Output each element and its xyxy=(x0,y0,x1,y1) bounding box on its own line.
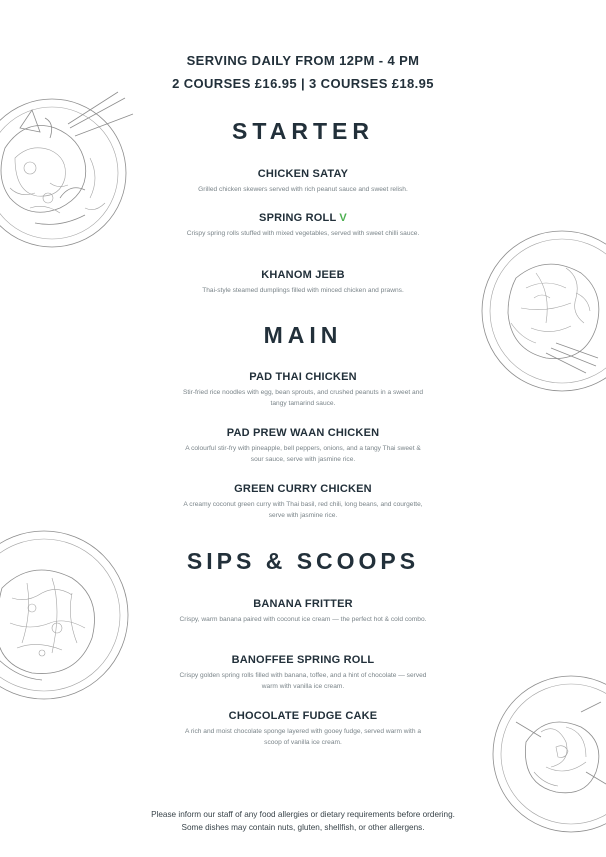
menu-item xyxy=(178,708,428,748)
section-title-main: MAIN xyxy=(263,322,343,348)
serving-hours: SERVING DAILY FROM 12PM - 4 PM xyxy=(186,53,420,68)
menu-item xyxy=(178,210,428,239)
item-description: Crispy golden spring rolls filled with banana, toffee, and a hint of chocolate — served warm with vanilla ice cream. xyxy=(179,672,427,690)
item-description: A rich and moist chocolate sponge layered with gooey fudge, served warm with a scoop of vanilla ice cream. xyxy=(184,728,422,746)
menu-item xyxy=(178,425,428,465)
item-name: GREEN CURRY CHICKEN xyxy=(234,483,372,495)
item-description: Stir-fried rice noodles with egg, bean sprouts, and crushed peanuts in a sweet and tangy tamarind sauce. xyxy=(182,389,424,407)
allergy-notice-line-1: Please inform our staff of any food allergies or dietary requirements before ordering. xyxy=(151,810,455,819)
course-prices: 2 COURSES £16.95 | 3 COURSES £18.95 xyxy=(172,76,434,91)
section-title-starter: STARTER xyxy=(232,118,374,144)
menu-item xyxy=(178,166,428,195)
item-name: CHICKEN SATAY xyxy=(257,168,349,180)
menu-item xyxy=(178,481,428,521)
allergy-notice xyxy=(0,808,606,834)
item-name-row xyxy=(178,210,428,226)
item-name: BANOFFEE SPRING ROLL xyxy=(231,654,375,666)
menu-item xyxy=(178,596,428,625)
item-description: Thai-style steamed dumplings filled with minced chicken and prawns. xyxy=(202,287,404,294)
item-description: A creamy coconut green curry with Thai basil, red chili, long beans, and courgette, serve with jasmine rice. xyxy=(183,501,423,519)
menu-item xyxy=(178,267,428,296)
item-name: CHOCOLATE FUDGE CAKE xyxy=(228,710,378,722)
allergy-notice-line-2: Some dishes may contain nuts, gluten, shellfish, or other allergens. xyxy=(181,823,425,832)
plate-sketch-top-left xyxy=(0,88,140,253)
menu-item xyxy=(178,369,428,409)
item-name: PAD THAI CHICKEN xyxy=(249,371,357,383)
section-title-sips-scoops: SIPS & SCOOPS xyxy=(186,548,420,574)
item-name: SPRING ROLL xyxy=(259,212,337,224)
service-header xyxy=(0,49,606,95)
item-name: PAD PREW WAAN CHICKEN xyxy=(226,427,380,439)
menu-item xyxy=(178,652,428,692)
vegetarian-badge: V xyxy=(339,212,347,224)
item-description: A colourful stir-fry with pineapple, bell peppers, onions, and a tangy Thai sweet & sour sauce, serve with jasmine rice. xyxy=(185,445,421,463)
item-description: Crispy spring rolls stuffed with mixed vegetables, served with sweet chilli sauce. xyxy=(186,230,420,237)
item-name: BANANA FRITTER xyxy=(253,598,353,610)
item-description: Crispy, warm banana paired with coconut ice cream — the perfect hot & cold combo. xyxy=(179,616,427,623)
item-description: Grilled chicken skewers served with rich peanut sauce and sweet relish. xyxy=(198,186,408,193)
plate-sketch-right xyxy=(476,228,606,398)
item-name: KHANOM JEEB xyxy=(261,269,345,281)
